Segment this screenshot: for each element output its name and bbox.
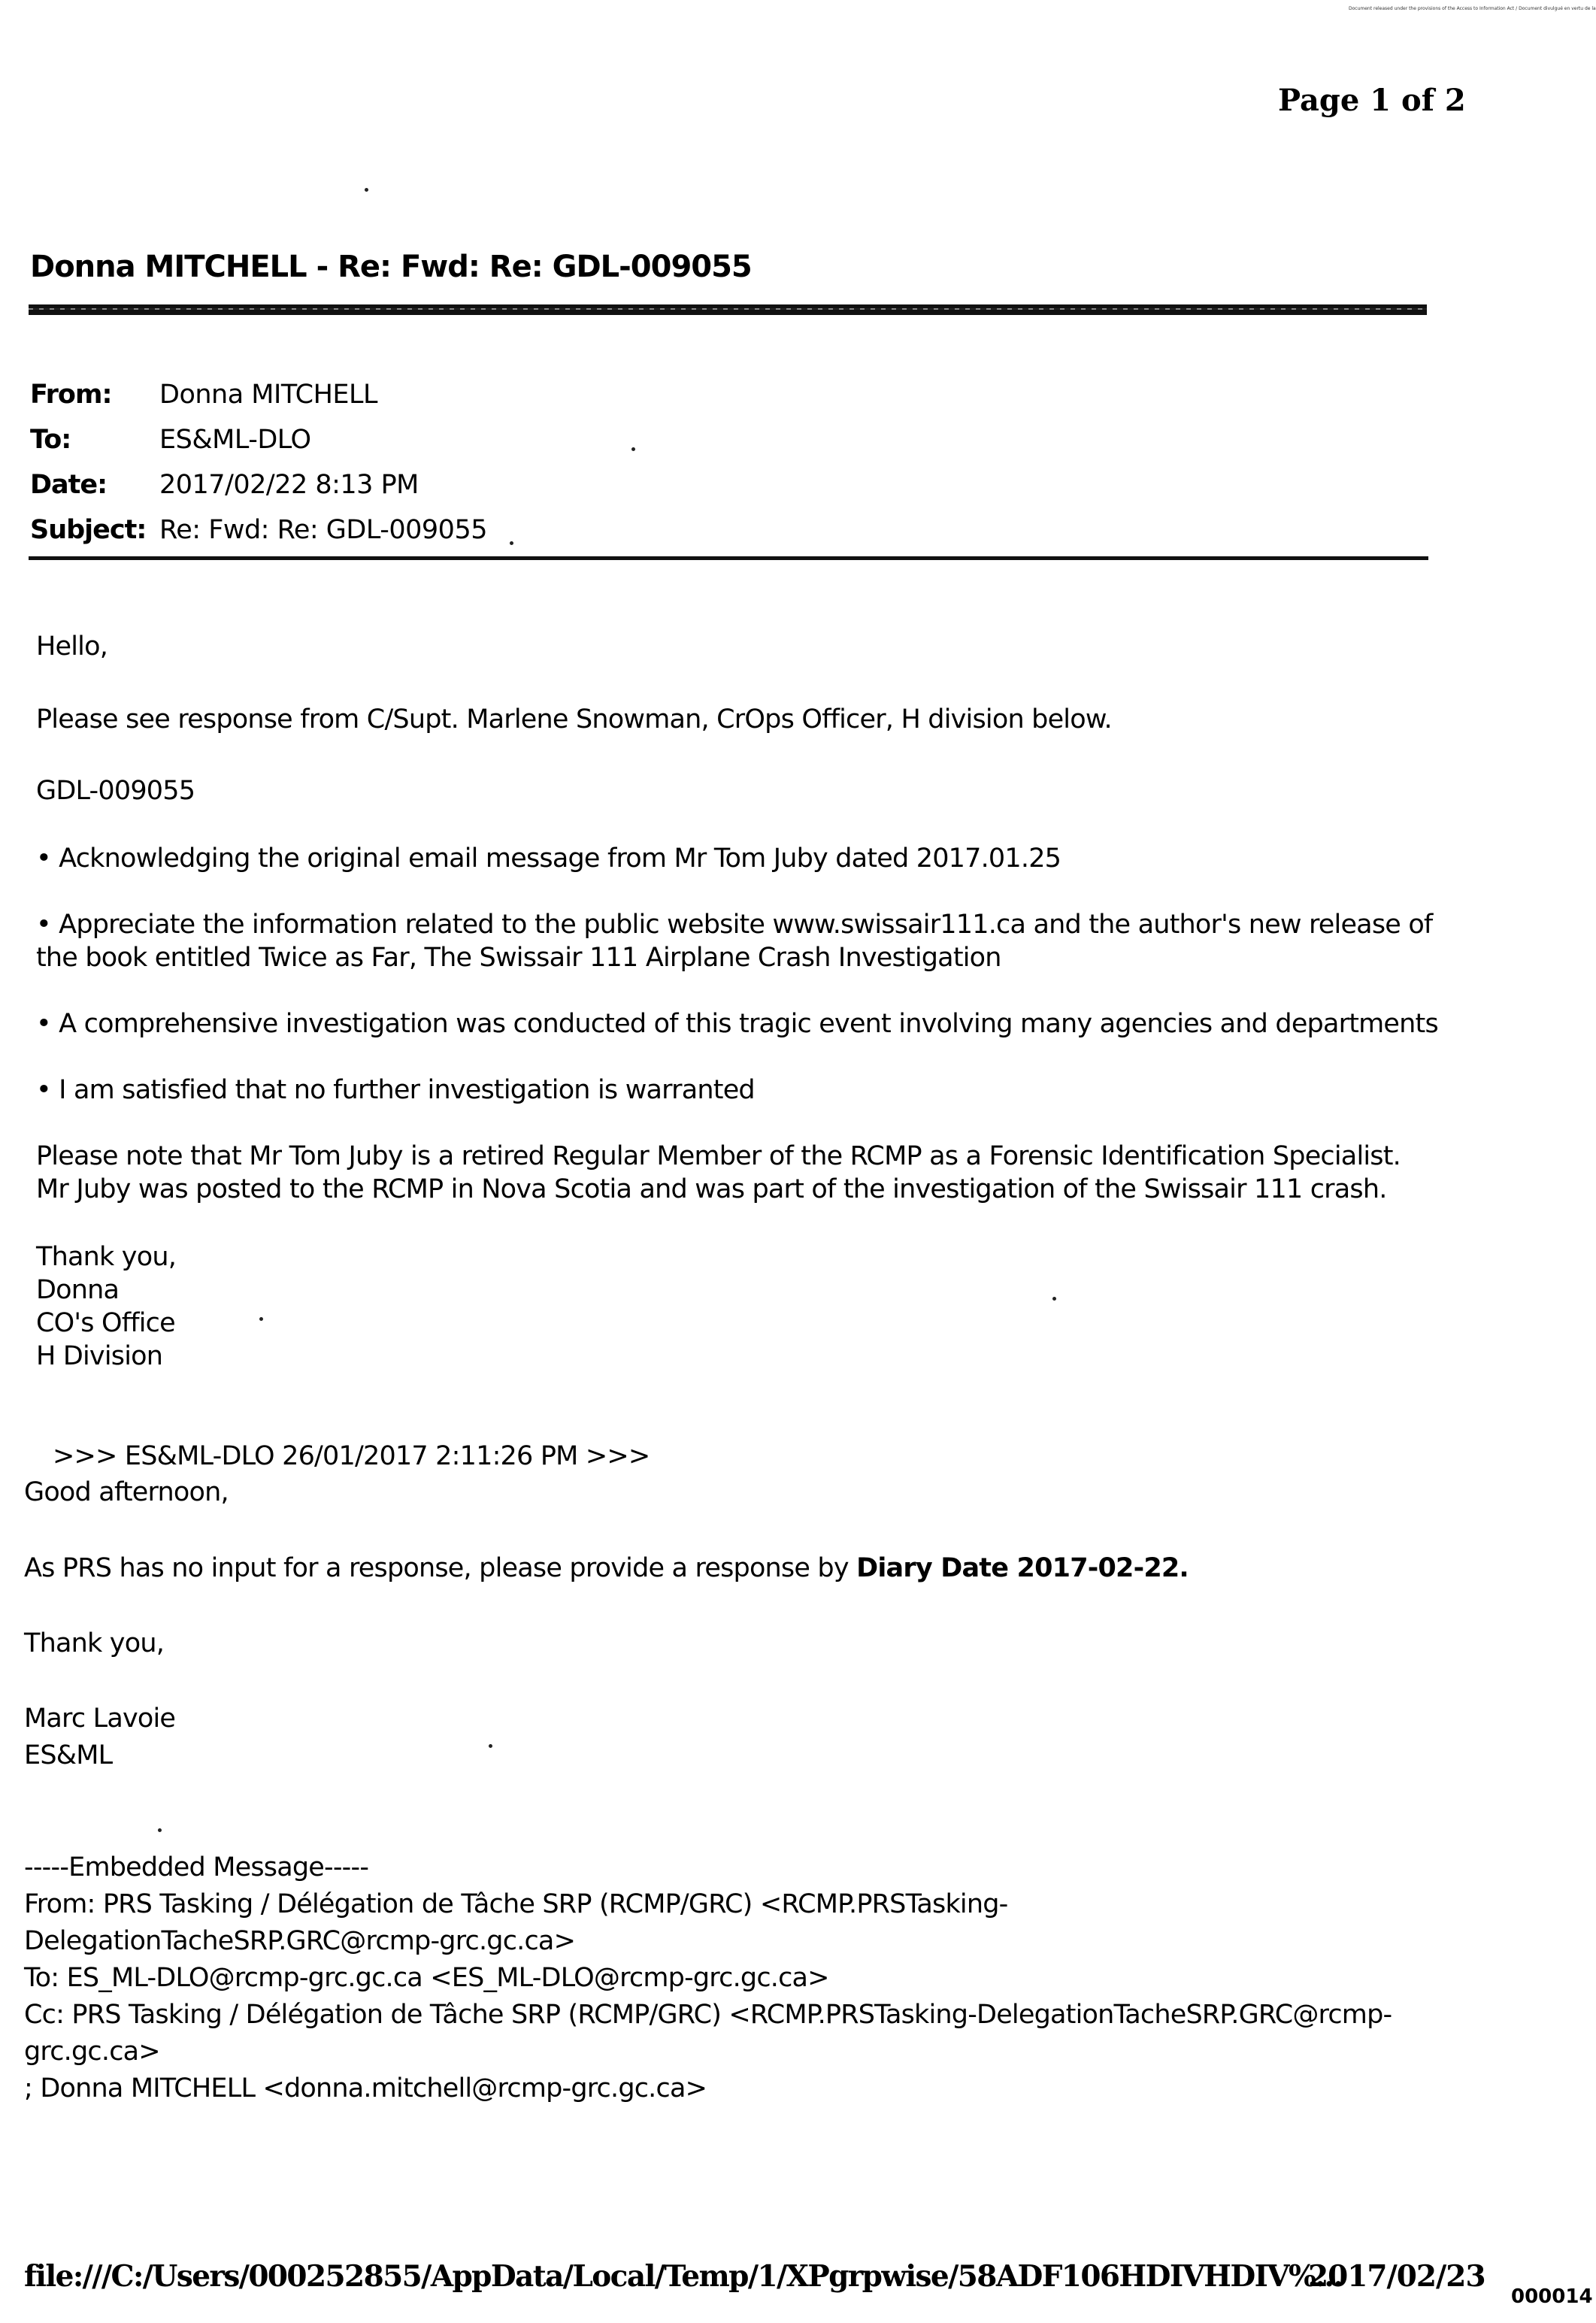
- embedded-line: DelegationTacheSRP.GRC@rcmp-grc.gc.ca>: [24, 1926, 576, 1956]
- email-title: Donna MITCHELL - Re: Fwd: Re: GDL-009055: [30, 250, 752, 284]
- document-number: 000014: [1511, 2285, 1593, 2308]
- scan-speck: [489, 1744, 492, 1748]
- bullet-item: • Acknowledging the original email message from Mr Tom Juby dated 2017.01.25: [36, 843, 1061, 874]
- signoff-line: Donna: [36, 1275, 120, 1305]
- signoff-line: Thank you,: [36, 1242, 177, 1272]
- email-headers: [30, 372, 487, 553]
- footer-path: file:///C:/Users/000252855/AppData/Local/Temp/1/XPgrpwise/58ADF106HDIVHDIV%...: [24, 2259, 1343, 2294]
- header-label: Date:: [30, 470, 108, 500]
- scan-speck: [365, 188, 368, 192]
- diary-date: Diary Date 2017-02-22.: [856, 1553, 1189, 1583]
- quoted-greeting: Good afternoon,: [24, 1477, 229, 1507]
- signoff-line: H Division: [36, 1341, 163, 1371]
- header-label: From:: [30, 380, 112, 410]
- quoted-header: >>> ES&ML-DLO 26/01/2017 2:11:26 PM >>>: [53, 1441, 650, 1471]
- intro-paragraph: Please see response from C/Supt. Marlene Snowman, CrOps Officer, H division below.: [36, 704, 1112, 734]
- header-date: [30, 462, 487, 507]
- release-stamp: Document released under the provisions of the Access to Information Act / Document divulgué en vertu de la: [1349, 6, 1596, 11]
- title-divider: [29, 304, 1427, 315]
- scan-speck: [1052, 1297, 1056, 1301]
- bullet-item: • I am satisfied that no further investigation is warranted: [36, 1075, 755, 1105]
- quoted-request: [24, 1552, 1189, 1585]
- quoted-signature-line: Marc Lavoie: [24, 1704, 176, 1734]
- header-divider: [29, 556, 1428, 560]
- scan-speck: [158, 1828, 162, 1832]
- header-to: [30, 417, 487, 462]
- embedded-line: To: ES_ML-DLO@rcmp-grc.gc.ca <ES_ML-DLO@rcmp-grc.gc.ca>: [24, 1963, 829, 1993]
- quoted-signature-line: ES&ML: [24, 1740, 113, 1770]
- embedded-line: From: PRS Tasking / Délégation de Tâche SRP (RCMP/GRC) <RCMP.PRSTasking-: [24, 1889, 1008, 1919]
- header-value: Donna MITCHELL: [159, 380, 378, 410]
- bullet-item-continued: the book entitled Twice as Far, The Swissair 111 Airplane Crash Investigation: [36, 943, 1001, 973]
- embedded-line: Cc: PRS Tasking / Délégation de Tâche SRP (RCMP/GRC) <RCMP.PRSTasking-DelegationTacheSRP.GRC@rcmp-: [24, 2000, 1392, 2030]
- scan-speck: [510, 541, 513, 545]
- header-subject: [30, 507, 487, 553]
- bullet-item: • A comprehensive investigation was conducted of this tragic event involving many agencies and departments: [36, 1009, 1438, 1039]
- reference-number: GDL-009055: [36, 776, 195, 806]
- quoted-request-text: As PRS has no input for a response, please provide a response by: [24, 1553, 857, 1583]
- quoted-thanks: Thank you,: [24, 1628, 165, 1658]
- page-number: Page 1 of 2: [1278, 83, 1466, 118]
- header-value: Re: Fwd: Re: GDL-009055: [159, 515, 487, 545]
- scan-speck: [259, 1317, 263, 1321]
- embedded-line: ; Donna MITCHELL <donna.mitchell@rcmp-grc.gc.ca>: [24, 2073, 707, 2103]
- header-value: ES&ML-DLO: [159, 425, 311, 455]
- header-from: [30, 372, 487, 417]
- greeting: Hello,: [36, 631, 108, 662]
- scan-speck: [631, 447, 635, 451]
- header-label: Subject:: [30, 515, 147, 545]
- header-label: To:: [30, 425, 71, 455]
- embedded-line: -----Embedded Message-----: [24, 1852, 369, 1882]
- bullet-item: • Appreciate the information related to the public website www.swissair111.ca and the author's new release of: [36, 910, 1433, 940]
- signoff-line: CO's Office: [36, 1308, 175, 1338]
- footer-date: 2017/02/23: [1308, 2259, 1485, 2294]
- embedded-line: grc.gc.ca>: [24, 2037, 160, 2067]
- header-value: 2017/02/22 8:13 PM: [159, 470, 419, 500]
- note-line: Please note that Mr Tom Juby is a retired Regular Member of the RCMP as a Forensic Identification Specialist.: [36, 1141, 1401, 1171]
- note-line: Mr Juby was posted to the RCMP in Nova Scotia and was part of the investigation of the Swissair 111 crash.: [36, 1174, 1387, 1204]
